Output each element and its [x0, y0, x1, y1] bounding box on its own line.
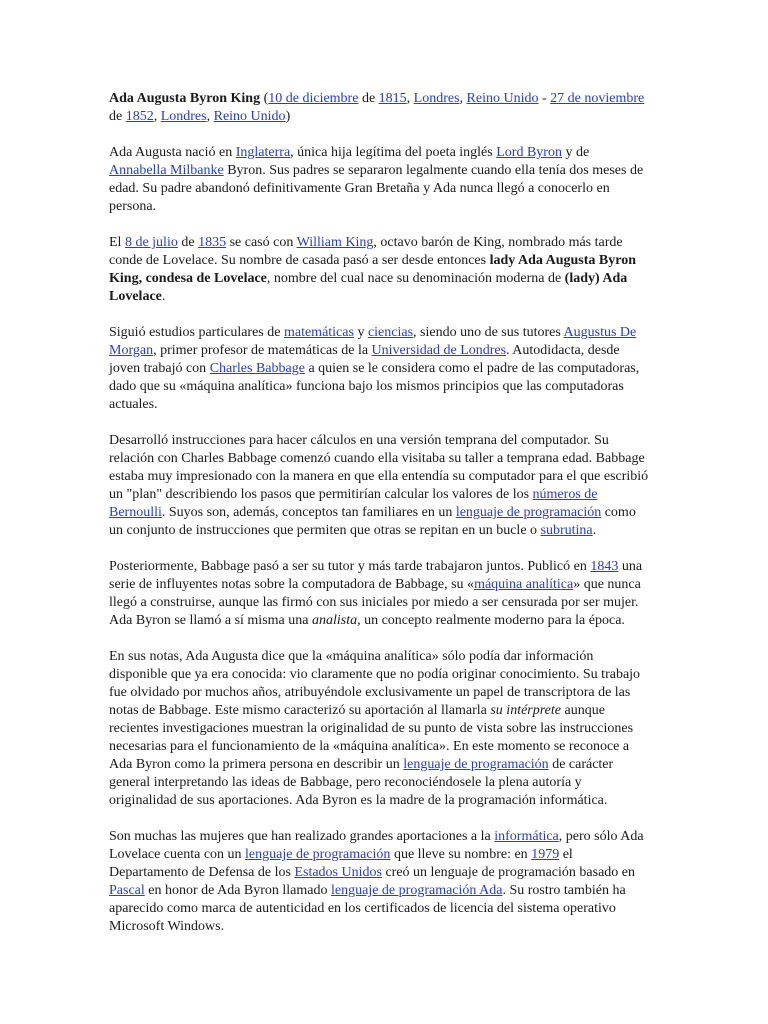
link-ciencias[interactable]: ciencias	[367, 325, 414, 340]
paragraph-instructions: Desarrolló instrucciones para hacer cálculos en una versión temprana del computador. Su relación con Charles Babbage comenzó cuando ella visitaba su taller a temprana edad. Babbage estaba muy impresionado con la manera en que ella entendía su computador para el que escribió un "plan" describiendo los pasos que permitirían calcular los valores de los números de Bernoulli. Suyos son, además, conceptos tan familiares en un lenguaje de programación como un conjunto de instrucciones que permiten que otras se repitan en un bucle o subrutina.	[109, 433, 649, 538]
link-lenguaje-de-programacion-ada[interactable]: lenguaje de programación Ada	[331, 883, 503, 898]
link-lenguaje-de-programacion[interactable]: lenguaje de programación	[455, 505, 602, 520]
link-numeros-de-bernoulli[interactable]: números de Bernoulli	[109, 487, 598, 520]
link-universidad-de-londres[interactable]: Universidad de Londres	[371, 343, 507, 358]
link-estados-unidos[interactable]: Estados Unidos	[294, 865, 382, 880]
link-1852[interactable]: 1852	[125, 109, 154, 124]
link-londres[interactable]: Londres	[160, 109, 207, 124]
article-title: Ada Augusta Byron King	[109, 91, 261, 106]
link-reino-unido[interactable]: Reino Unido	[466, 91, 539, 106]
paragraph-ada-language: Son muchas las mujeres que han realizado grandes aportaciones a la informática, pero sólo Ada Lovelace cuenta con un lenguaje de programación que lleve su nombre: en 1979 el Departamento de Defensa de los Estados Unidos creó un lenguaje de programación basado en Pascal en honor de Ada Byron llamado lenguaje de programación Ada. Su rostro también ha aparecido como marca de autenticidad en los certificados de licencia del sistema operativo Microsoft Windows.	[109, 829, 644, 934]
italic-analista: analista	[311, 613, 358, 628]
link-subrutina[interactable]: subrutina	[540, 523, 593, 538]
bold-ada-lovelace: (lady) Ada Lovelace	[109, 271, 628, 304]
document-body	[109, 90, 649, 954]
link-reino-unido[interactable]: Reino Unido	[213, 109, 286, 124]
link-1979[interactable]: 1979	[531, 847, 560, 862]
link-informatica[interactable]: informática	[494, 829, 559, 844]
bold-full-name: lady Ada Augusta Byron King, condesa de Lovelace	[109, 253, 636, 286]
link-1815[interactable]: 1815	[378, 91, 407, 106]
link-10-de-diciembre[interactable]: 10 de diciembre	[268, 91, 359, 106]
link-annabella-milbanke[interactable]: Annabella Milbanke	[109, 163, 224, 178]
link-charles-babbage[interactable]: Charles Babbage	[209, 361, 305, 376]
link-inglaterra[interactable]: Inglaterra	[235, 145, 291, 160]
link-pascal[interactable]: Pascal	[109, 883, 145, 898]
link-1835[interactable]: 1835	[198, 235, 227, 250]
link-londres[interactable]: Londres	[413, 91, 460, 106]
link-1843[interactable]: 1843	[590, 559, 619, 574]
link-lenguaje-de-programacion[interactable]: lenguaje de programación	[245, 847, 391, 862]
paragraph-intro: Ada Augusta Byron King (10 de diciembre de 1815, Londres, Reino Unido - 27 de noviembre de 1852, Londres, Reino Unido)	[109, 91, 645, 124]
paragraph-birth: Ada Augusta nació en Inglaterra, única hija legítima del poeta inglés Lord Byron y de Annabella Milbanke Byron. Sus padres se separaron legalmente cuando ella tenía dos meses de edad. Su padre abandonó definitivamente Gran Bretaña y Ada nunca llegó a conocerlo en persona.	[109, 145, 644, 214]
link-augustus-de-morgan[interactable]: Augustus De Morgan	[109, 325, 637, 358]
paragraph-legacy: En sus notas, Ada Augusta dice que la «máquina analítica» sólo podía dar información disponible que ya era conocida: vio claramente que no podía originar conocimiento. Su trabajo fue olvidado por muchos años, atribuyéndole exclusivamente un papel de transcriptora de las notas de Babbage. Este mismo caracterizó su aportación al llamarla su intérprete aunque recientes investigaciones muestran la originalidad de su punto de vista sobre las instrucciones necesarias para el funcionamiento de la «máquina analítica». En este momento se reconoce a Ada Byron como la primera persona en describir un lenguaje de programación de carácter general interpretando las ideas de Babbage, pero reconociéndosele la plena autoría y originalidad de sus aportaciones. Ada Byron es la madre de la programación informática.	[109, 649, 641, 808]
italic-su-interprete: su intérprete	[490, 703, 561, 718]
link-8-de-julio[interactable]: 8 de julio	[124, 235, 178, 250]
link-matematicas[interactable]: matemáticas	[283, 325, 354, 340]
link-27-de-noviembre[interactable]: 27 de noviembre	[550, 91, 645, 106]
paragraph-studies: Siguió estudios particulares de matemáticas y ciencias, siendo uno de sus tutores Augustus De Morgan, primer profesor de matemáticas de la Universidad de Londres. Autodidacta, desde joven trabajó con Charles Babbage a quien se le considera como el padre de las computadoras, dado que su «máquina analítica» funciona bajo los mismos principios que las computadoras actuales.	[109, 325, 640, 412]
link-william-king[interactable]: William King	[296, 235, 374, 250]
link-lord-byron[interactable]: Lord Byron	[496, 145, 562, 160]
paragraph-notes-1843: Posteriormente, Babbage pasó a ser su tutor y más tarde trabajaron juntos. Publicó en 1843 una serie de influyentes notas sobre la computadora de Babbage, su «máquina analítica» que nunca llegó a construirse, aunque las firmó con sus iniciales por miedo a ser censurada por ser mujer. Ada Byron se llamó a sí misma una analista, un concepto realmente moderno para la época.	[109, 559, 643, 628]
paragraph-marriage: El 8 de julio de 1835 se casó con William King, octavo barón de King, nombrado más tarde conde de Lovelace. Su nombre de casada pasó a ser desde entonces lady Ada Augusta Byron King, condesa de Lovelace, nombre del cual nace su denominación moderna de (lady) Ada Lovelace.	[109, 235, 636, 304]
link-lenguaje-de-programacion[interactable]: lenguaje de programación	[403, 757, 549, 772]
link-maquina-analitica[interactable]: máquina analítica	[474, 577, 574, 592]
